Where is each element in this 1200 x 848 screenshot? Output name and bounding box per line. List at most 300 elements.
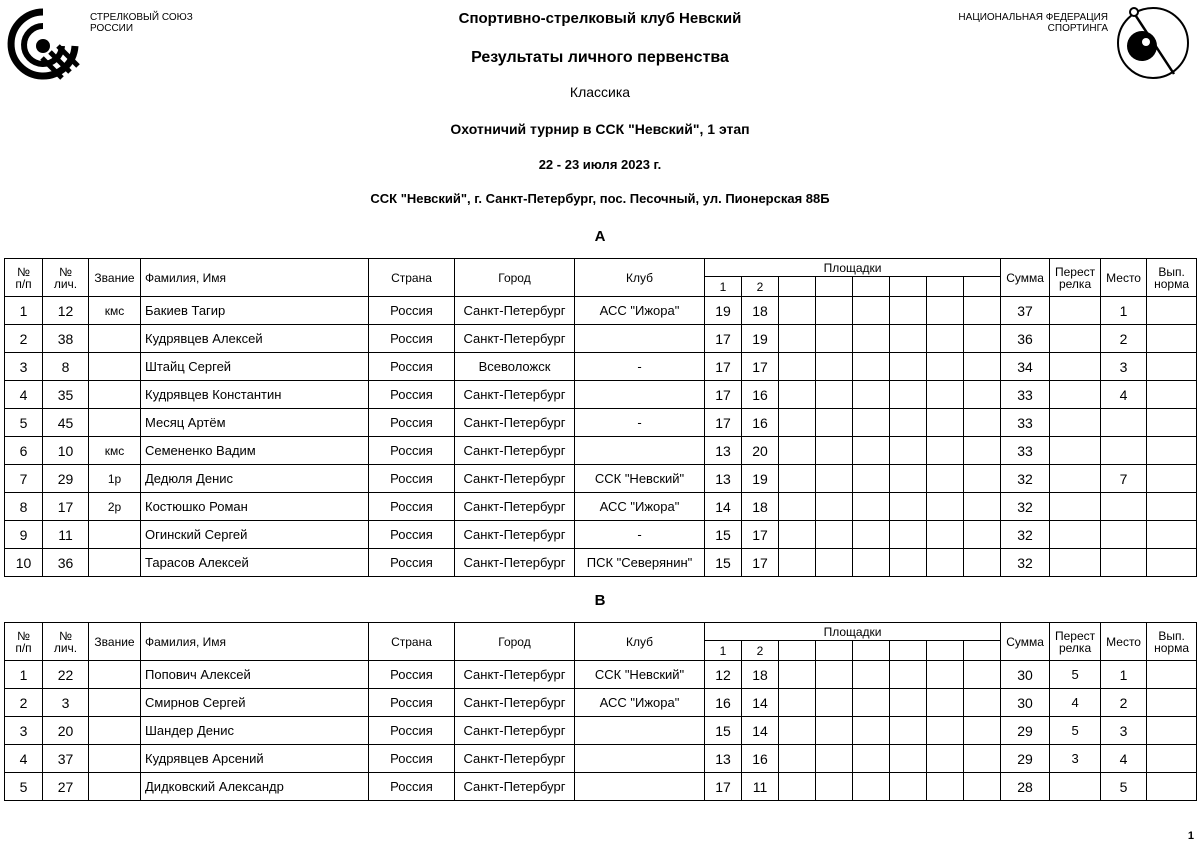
cell-stand-empty xyxy=(927,745,964,773)
cell-stand-empty xyxy=(853,465,890,493)
cell-shootoff xyxy=(1050,521,1101,549)
cell-np: 2 xyxy=(5,689,43,717)
cell-stand-empty xyxy=(964,325,1001,353)
results-table-group-a xyxy=(4,258,1197,577)
cell-country: Россия xyxy=(369,549,455,577)
col-header-sum: Сумма xyxy=(1001,259,1050,297)
cell-country: Россия xyxy=(369,437,455,465)
cell-city: Санкт-Петербург xyxy=(455,325,575,353)
cell-stand-empty xyxy=(816,381,853,409)
cell-stand-empty xyxy=(890,745,927,773)
results-title: Результаты личного первенства xyxy=(471,49,729,66)
cell-stand-empty xyxy=(779,773,816,801)
cell-rank xyxy=(89,409,141,437)
cell-stand-empty xyxy=(964,773,1001,801)
cell-country: Россия xyxy=(369,745,455,773)
cell-norm xyxy=(1147,409,1197,437)
col-header-stand-empty xyxy=(964,277,1001,297)
cell-stand-empty xyxy=(816,773,853,801)
cell-stand-empty xyxy=(890,437,927,465)
cell-place: 3 xyxy=(1101,717,1147,745)
cell-norm xyxy=(1147,437,1197,465)
cell-club xyxy=(575,437,705,465)
cell-stand-1: 17 xyxy=(705,325,742,353)
cell-shootoff: 5 xyxy=(1050,717,1101,745)
cell-norm xyxy=(1147,745,1197,773)
cell-stand-empty xyxy=(816,661,853,689)
cell-stand-empty xyxy=(816,437,853,465)
org-right-line2: СПОРТИНГА xyxy=(1047,23,1108,34)
page-number: 1 xyxy=(1187,830,1194,842)
cell-stand-empty xyxy=(927,549,964,577)
table-row xyxy=(5,661,1197,689)
cell-name: Смирнов Сергей xyxy=(141,689,369,717)
cell-bib: 36 xyxy=(43,549,89,577)
cell-stand-2: 16 xyxy=(742,745,779,773)
cell-name: Костюшко Роман xyxy=(141,493,369,521)
cell-stand-empty xyxy=(779,521,816,549)
cell-bib: 8 xyxy=(43,353,89,381)
cell-stand-2: 17 xyxy=(742,549,779,577)
cell-name: Дедюля Денис xyxy=(141,465,369,493)
cell-place: 2 xyxy=(1101,325,1147,353)
table-row xyxy=(5,717,1197,745)
cell-city: Санкт-Петербург xyxy=(455,409,575,437)
cell-stand-empty xyxy=(964,353,1001,381)
cell-stand-empty xyxy=(890,381,927,409)
org-left-line2: РОССИИ xyxy=(90,23,134,34)
cell-rank xyxy=(89,745,141,773)
cell-name: Семененко Вадим xyxy=(141,437,369,465)
cell-stand-2: 18 xyxy=(742,661,779,689)
cell-club xyxy=(575,717,705,745)
cell-stand-empty xyxy=(890,325,927,353)
cell-stand-empty xyxy=(890,773,927,801)
cell-np: 5 xyxy=(5,773,43,801)
cell-city: Санкт-Петербург xyxy=(455,689,575,717)
cell-stand-empty xyxy=(964,717,1001,745)
cell-stand-empty xyxy=(890,549,927,577)
cell-name: Месяц Артём xyxy=(141,409,369,437)
cell-city: Санкт-Петербург xyxy=(455,381,575,409)
cell-stand-1: 19 xyxy=(705,297,742,325)
cell-sum: 29 xyxy=(1001,717,1050,745)
cell-stand-1: 15 xyxy=(705,549,742,577)
cell-shootoff xyxy=(1050,353,1101,381)
cell-stand-empty xyxy=(890,689,927,717)
cell-rank xyxy=(89,773,141,801)
cell-norm xyxy=(1147,717,1197,745)
cell-np: 7 xyxy=(5,465,43,493)
cell-stand-empty xyxy=(853,409,890,437)
cell-stand-empty xyxy=(816,521,853,549)
cell-shootoff: 5 xyxy=(1050,661,1101,689)
cell-stand-2: 20 xyxy=(742,437,779,465)
cell-bib: 27 xyxy=(43,773,89,801)
cell-norm xyxy=(1147,325,1197,353)
col-header-norm: Вып. норма xyxy=(1147,259,1197,297)
cell-stand-empty xyxy=(927,353,964,381)
cell-stand-empty xyxy=(890,409,927,437)
col-header-club: Клуб xyxy=(575,259,705,297)
col-header-stand-empty xyxy=(853,641,890,661)
cell-shootoff xyxy=(1050,409,1101,437)
cell-stand-empty xyxy=(816,409,853,437)
cell-club: ССК "Невский" xyxy=(575,661,705,689)
cell-bib: 10 xyxy=(43,437,89,465)
col-header-stand-empty xyxy=(779,277,816,297)
cell-city: Санкт-Петербург xyxy=(455,521,575,549)
col-header-np: № п/п xyxy=(5,623,43,661)
cell-stand-empty xyxy=(927,381,964,409)
cell-sum: 32 xyxy=(1001,549,1050,577)
cell-place: 3 xyxy=(1101,353,1147,381)
col-header-rank: Звание xyxy=(89,259,141,297)
cell-country: Россия xyxy=(369,325,455,353)
table-row xyxy=(5,465,1197,493)
cell-stand-empty xyxy=(779,437,816,465)
cell-shootoff xyxy=(1050,437,1101,465)
cell-stand-1: 15 xyxy=(705,521,742,549)
table-row xyxy=(5,493,1197,521)
cell-name: Тарасов Алексей xyxy=(141,549,369,577)
table-row xyxy=(5,437,1197,465)
cell-stand-empty xyxy=(853,493,890,521)
cell-np: 9 xyxy=(5,521,43,549)
cell-stand-empty xyxy=(853,661,890,689)
cell-stand-empty xyxy=(964,409,1001,437)
table-row xyxy=(5,381,1197,409)
cell-stand-empty xyxy=(927,521,964,549)
cell-rank xyxy=(89,353,141,381)
cell-stand-empty xyxy=(779,353,816,381)
cell-stand-2: 17 xyxy=(742,353,779,381)
cell-club: АСС "Ижора" xyxy=(575,689,705,717)
cell-stand-empty xyxy=(853,325,890,353)
cell-name: Штайц Сергей xyxy=(141,353,369,381)
cell-stand-empty xyxy=(853,353,890,381)
cell-bib: 29 xyxy=(43,465,89,493)
cell-stand-empty xyxy=(816,549,853,577)
cell-place: 4 xyxy=(1101,745,1147,773)
cell-club xyxy=(575,773,705,801)
cell-club: ПСК "Северянин" xyxy=(575,549,705,577)
cell-stand-2: 11 xyxy=(742,773,779,801)
cell-stand-empty xyxy=(853,521,890,549)
cell-city: Санкт-Петербург xyxy=(455,661,575,689)
cell-club: АСС "Ижора" xyxy=(575,493,705,521)
org-right-line1: НАЦИОНАЛЬНАЯ ФЕДЕРАЦИЯ xyxy=(958,12,1108,23)
cell-stand-empty xyxy=(853,717,890,745)
cell-stand-empty xyxy=(964,493,1001,521)
cell-shootoff xyxy=(1050,325,1101,353)
col-header-shootoff: Перест релка xyxy=(1050,259,1101,297)
cell-place xyxy=(1101,549,1147,577)
cell-norm xyxy=(1147,773,1197,801)
cell-place xyxy=(1101,409,1147,437)
cell-stand-empty xyxy=(890,465,927,493)
cell-sum: 28 xyxy=(1001,773,1050,801)
col-header-place: Место xyxy=(1101,623,1147,661)
cell-stand-1: 14 xyxy=(705,493,742,521)
cell-stand-1: 13 xyxy=(705,437,742,465)
cell-club: - xyxy=(575,521,705,549)
cell-stand-empty xyxy=(816,493,853,521)
cell-norm xyxy=(1147,465,1197,493)
cell-stand-1: 12 xyxy=(705,661,742,689)
cell-stand-empty xyxy=(927,297,964,325)
cell-country: Россия xyxy=(369,717,455,745)
cell-city: Санкт-Петербург xyxy=(455,297,575,325)
cell-stand-empty xyxy=(927,325,964,353)
cell-stand-empty xyxy=(779,745,816,773)
cell-country: Россия xyxy=(369,353,455,381)
group-title-b: В xyxy=(594,592,606,609)
cell-stand-2: 14 xyxy=(742,689,779,717)
cell-sum: 32 xyxy=(1001,493,1050,521)
cell-country: Россия xyxy=(369,409,455,437)
cell-stand-2: 19 xyxy=(742,465,779,493)
cell-shootoff xyxy=(1050,493,1101,521)
col-header-country: Страна xyxy=(369,623,455,661)
cell-stand-empty xyxy=(964,381,1001,409)
cell-norm xyxy=(1147,549,1197,577)
cell-shootoff xyxy=(1050,381,1101,409)
cell-name: Бакиев Тагир xyxy=(141,297,369,325)
cell-stand-1: 17 xyxy=(705,409,742,437)
col-header-rank: Звание xyxy=(89,623,141,661)
cell-rank xyxy=(89,661,141,689)
cell-place: 4 xyxy=(1101,381,1147,409)
cell-name: Попович Алексей xyxy=(141,661,369,689)
tournament-dates: 22 - 23 июля 2023 г. xyxy=(538,157,662,172)
cell-stand-empty xyxy=(927,437,964,465)
cell-shootoff xyxy=(1050,465,1101,493)
cell-stand-empty xyxy=(890,353,927,381)
discipline: Классика xyxy=(569,84,631,100)
table-row xyxy=(5,689,1197,717)
cell-stand-1: 17 xyxy=(705,773,742,801)
cell-country: Россия xyxy=(369,297,455,325)
cell-sum: 36 xyxy=(1001,325,1050,353)
cell-np: 4 xyxy=(5,381,43,409)
cell-bib: 20 xyxy=(43,717,89,745)
cell-name: Кудрявцев Константин xyxy=(141,381,369,409)
cell-stand-empty xyxy=(927,689,964,717)
cell-stand-2: 18 xyxy=(742,297,779,325)
col-header-stand-empty xyxy=(779,641,816,661)
cell-stand-empty xyxy=(927,661,964,689)
cell-shootoff xyxy=(1050,297,1101,325)
cell-bib: 38 xyxy=(43,325,89,353)
cell-stand-empty xyxy=(927,717,964,745)
cell-country: Россия xyxy=(369,661,455,689)
table-row xyxy=(5,325,1197,353)
cell-rank xyxy=(89,717,141,745)
group-title-a: А xyxy=(594,228,606,245)
cell-stand-empty xyxy=(816,745,853,773)
cell-sum: 29 xyxy=(1001,745,1050,773)
cell-place: 2 xyxy=(1101,689,1147,717)
cell-rank: кмс xyxy=(89,437,141,465)
cell-country: Россия xyxy=(369,465,455,493)
cell-city: Санкт-Петербург xyxy=(455,549,575,577)
cell-rank xyxy=(89,521,141,549)
cell-shootoff xyxy=(1050,549,1101,577)
cell-bib: 12 xyxy=(43,297,89,325)
cell-name: Огинский Сергей xyxy=(141,521,369,549)
cell-np: 5 xyxy=(5,409,43,437)
col-header-place: Место xyxy=(1101,259,1147,297)
cell-place xyxy=(1101,437,1147,465)
cell-stand-empty xyxy=(964,661,1001,689)
col-header-shootoff: Перест релка xyxy=(1050,623,1101,661)
col-header-norm: Вып. норма xyxy=(1147,623,1197,661)
cell-np: 4 xyxy=(5,745,43,773)
cell-np: 10 xyxy=(5,549,43,577)
cell-norm xyxy=(1147,297,1197,325)
cell-stand-1: 15 xyxy=(705,717,742,745)
cell-club xyxy=(575,325,705,353)
cell-shootoff: 4 xyxy=(1050,689,1101,717)
cell-stand-empty xyxy=(964,465,1001,493)
col-header-sum: Сумма xyxy=(1001,623,1050,661)
cell-stand-empty xyxy=(890,493,927,521)
cell-club xyxy=(575,745,705,773)
cell-bib: 17 xyxy=(43,493,89,521)
cell-shootoff xyxy=(1050,773,1101,801)
col-header-stand-2: 2 xyxy=(742,641,779,661)
cell-place: 1 xyxy=(1101,661,1147,689)
col-header-club: Клуб xyxy=(575,623,705,661)
cell-place xyxy=(1101,493,1147,521)
cell-sum: 30 xyxy=(1001,689,1050,717)
cell-place xyxy=(1101,521,1147,549)
cell-stand-empty xyxy=(964,521,1001,549)
cell-stand-empty xyxy=(779,549,816,577)
cell-name: Кудрявцев Алексей xyxy=(141,325,369,353)
col-header-np: № п/п xyxy=(5,259,43,297)
cell-stand-empty xyxy=(964,437,1001,465)
cell-stand-empty xyxy=(816,353,853,381)
table-row xyxy=(5,745,1197,773)
cell-norm xyxy=(1147,381,1197,409)
cell-stand-empty xyxy=(927,465,964,493)
cell-country: Россия xyxy=(369,381,455,409)
cell-name: Кудрявцев Арсений xyxy=(141,745,369,773)
col-header-country: Страна xyxy=(369,259,455,297)
col-header-stand-empty xyxy=(890,277,927,297)
cell-stand-empty xyxy=(890,297,927,325)
cell-stand-empty xyxy=(853,745,890,773)
table-row xyxy=(5,521,1197,549)
col-header-bib: № лич. xyxy=(43,259,89,297)
col-header-stand-2: 2 xyxy=(742,277,779,297)
col-header-city: Город xyxy=(455,259,575,297)
cell-stand-empty xyxy=(853,437,890,465)
cell-stand-empty xyxy=(816,297,853,325)
col-header-bib: № лич. xyxy=(43,623,89,661)
cell-stand-empty xyxy=(927,409,964,437)
col-header-stands: Площадки xyxy=(705,259,1001,277)
col-header-stand-empty xyxy=(816,277,853,297)
cell-city: Санкт-Петербург xyxy=(455,437,575,465)
col-header-stand-empty xyxy=(890,641,927,661)
cell-stand-2: 17 xyxy=(742,521,779,549)
cell-sum: 33 xyxy=(1001,409,1050,437)
cell-city: Санкт-Петербург xyxy=(455,493,575,521)
col-header-stand-empty xyxy=(927,641,964,661)
cell-norm xyxy=(1147,661,1197,689)
cell-stand-empty xyxy=(890,717,927,745)
cell-bib: 22 xyxy=(43,661,89,689)
cell-stand-empty xyxy=(853,773,890,801)
cell-stand-1: 13 xyxy=(705,745,742,773)
cell-place: 1 xyxy=(1101,297,1147,325)
cell-bib: 45 xyxy=(43,409,89,437)
cell-stand-empty xyxy=(964,549,1001,577)
table-row xyxy=(5,773,1197,801)
cell-name: Шандер Денис xyxy=(141,717,369,745)
cell-sum: 33 xyxy=(1001,381,1050,409)
cell-stand-2: 14 xyxy=(742,717,779,745)
cell-country: Россия xyxy=(369,689,455,717)
cell-place: 7 xyxy=(1101,465,1147,493)
col-header-city: Город xyxy=(455,623,575,661)
cell-stand-empty xyxy=(853,549,890,577)
cell-place: 5 xyxy=(1101,773,1147,801)
cell-city: Санкт-Петербург xyxy=(455,773,575,801)
org-left-line1: СТРЕЛКОВЫЙ СОЮЗ xyxy=(90,12,193,23)
cell-sum: 30 xyxy=(1001,661,1050,689)
cell-stand-empty xyxy=(816,465,853,493)
cell-stand-2: 16 xyxy=(742,409,779,437)
cell-stand-empty xyxy=(779,465,816,493)
table-row xyxy=(5,297,1197,325)
col-header-stand-empty xyxy=(816,641,853,661)
cell-city: Санкт-Петербург xyxy=(455,717,575,745)
cell-np: 2 xyxy=(5,325,43,353)
cell-club: АСС "Ижора" xyxy=(575,297,705,325)
cell-country: Россия xyxy=(369,493,455,521)
cell-bib: 11 xyxy=(43,521,89,549)
col-header-stand-empty xyxy=(964,641,1001,661)
cell-norm xyxy=(1147,689,1197,717)
cell-rank xyxy=(89,549,141,577)
cell-stand-empty xyxy=(816,717,853,745)
cell-sum: 32 xyxy=(1001,521,1050,549)
cell-club: - xyxy=(575,353,705,381)
cell-stand-empty xyxy=(779,325,816,353)
cell-rank: 2р xyxy=(89,493,141,521)
cell-rank: 1р xyxy=(89,465,141,493)
col-header-stands: Площадки xyxy=(705,623,1001,641)
results-table-group-b xyxy=(4,622,1197,801)
cell-rank xyxy=(89,325,141,353)
cell-stand-2: 19 xyxy=(742,325,779,353)
cell-club xyxy=(575,381,705,409)
cell-stand-empty xyxy=(890,661,927,689)
cell-norm xyxy=(1147,521,1197,549)
cell-np: 3 xyxy=(5,353,43,381)
cell-stand-empty xyxy=(964,689,1001,717)
cell-stand-empty xyxy=(779,661,816,689)
cell-stand-empty xyxy=(779,689,816,717)
cell-stand-1: 17 xyxy=(705,381,742,409)
tournament-title: Охотничий турнир в ССК "Невский", 1 этап xyxy=(450,121,750,137)
cell-stand-empty xyxy=(964,297,1001,325)
col-header-stand-empty xyxy=(853,277,890,297)
